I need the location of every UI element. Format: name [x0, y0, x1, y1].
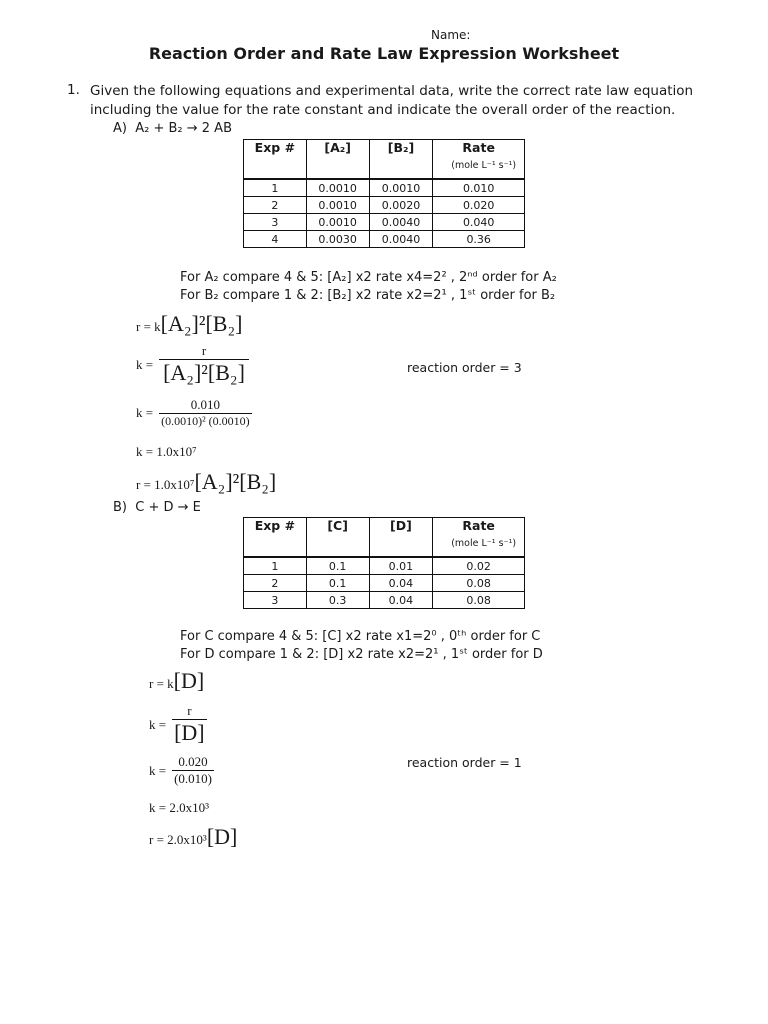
question-text — [90, 82, 730, 120]
part-b-table — [243, 517, 525, 609]
table-row — [244, 575, 525, 592]
table-cell: 0.0030 — [306, 231, 369, 248]
denominator: (0.010) — [174, 771, 213, 786]
rate-unit: (mole L⁻¹ s⁻¹) — [451, 538, 517, 549]
part-b-reaction: C + D → E — [135, 500, 201, 515]
col-header: [B₂] — [369, 140, 433, 180]
table-cell: 0.01 — [369, 557, 433, 575]
eq-lhs: k = — [136, 356, 154, 372]
question-number: 1. — [67, 82, 80, 98]
rate-header-label: Rate — [462, 518, 495, 533]
name-label: Name: — [431, 28, 471, 42]
table-cell: 0.04 — [369, 592, 433, 609]
part-b-k-value: k = 2.0x10³ — [149, 800, 209, 815]
eq-lhs: k = — [149, 762, 167, 778]
table-cell: 0.040 — [433, 214, 525, 231]
part-a-final-rate-law — [136, 469, 276, 495]
eq-lhs: k = — [136, 405, 154, 420]
table-cell: 0.1 — [306, 557, 369, 575]
table-cell: 0.04 — [369, 575, 433, 592]
numerator: r — [201, 343, 207, 358]
eq-lhs: r = k — [149, 676, 174, 691]
part-a-k-formula — [136, 343, 249, 386]
part-a-label: A) — [113, 121, 127, 136]
table-row — [244, 592, 525, 609]
table-cell: 0.1 — [306, 575, 369, 592]
table-cell: 0.08 — [433, 575, 525, 592]
table-row — [244, 179, 525, 197]
table-cell: 0.020 — [433, 197, 525, 214]
table-cell: 3 — [244, 592, 307, 609]
col-header-rate — [433, 140, 525, 180]
eq-rhs: [D] — [173, 668, 205, 693]
part-a-rate-law — [136, 311, 242, 337]
table-cell: 0.0020 — [369, 197, 433, 214]
table-cell: 1 — [244, 179, 307, 197]
table-cell: 2 — [244, 197, 307, 214]
eq-rhs: [A₂]²[B₂] — [194, 469, 277, 494]
table-header-row — [244, 518, 525, 558]
part-b-compare-2: For D compare 1 & 2: [D] x2 rate x2=2¹ , 1ˢᵗ order for D — [180, 647, 543, 662]
fraction — [159, 343, 249, 386]
table-row — [244, 214, 525, 231]
col-header-rate — [433, 518, 525, 558]
col-header: [C] — [306, 518, 369, 558]
table-cell: 2 — [244, 575, 307, 592]
denominator: [D] — [174, 720, 205, 745]
table-cell: 4 — [244, 231, 307, 248]
part-a-compare-2: For B₂ compare 1 & 2: [B₂] x2 rate x2=2¹ , 1ˢᵗ order for B₂ — [180, 288, 556, 303]
part-a-compare-1: For A₂ compare 4 & 5: [A₂] x2 rate x4=2² , 2ⁿᵈ order for A₂ — [180, 270, 557, 285]
numerator: 0.020 — [178, 754, 208, 769]
part-a-heading — [113, 121, 232, 136]
denominator: (0.0010)² (0.0010) — [161, 414, 250, 428]
part-b-k-formula — [149, 703, 207, 746]
table-cell: 0.0040 — [369, 214, 433, 231]
denominator: [A₂]²[B₂] — [159, 359, 249, 386]
question-text-line2: including the value for the rate constant and indicate the overall order of the reaction. — [90, 102, 676, 118]
part-b-reaction-order: reaction order = 1 — [407, 755, 522, 770]
table-cell: 0.010 — [433, 179, 525, 197]
table-row — [244, 197, 525, 214]
part-a-reaction: A₂ + B₂ → 2 AB — [135, 121, 232, 136]
eq-lhs: r = 1.0x10⁷ — [136, 477, 195, 492]
part-a-table — [243, 139, 525, 248]
part-a-k-value: k = 1.0x10⁷ — [136, 444, 197, 459]
table-cell: 0.08 — [433, 592, 525, 609]
eq-rhs: [A₂]²[B₂] — [160, 311, 243, 336]
table-cell: 1 — [244, 557, 307, 575]
eq-rhs: [D] — [206, 824, 238, 849]
part-b-final-rate-law — [149, 824, 237, 850]
eq-lhs: r = k — [136, 319, 161, 334]
fraction — [172, 703, 207, 746]
numerator: 0.010 — [190, 397, 221, 412]
part-b-compare-1: For C compare 4 & 5: [C] x2 rate x1=2⁰ , 0ᵗʰ order for C — [180, 629, 541, 644]
table-cell: 0.3 — [306, 592, 369, 609]
table-row — [244, 231, 525, 248]
col-header: Exp # — [244, 140, 307, 180]
part-b-label: B) — [113, 500, 127, 515]
numerator: r — [187, 703, 192, 718]
table-cell: 3 — [244, 214, 307, 231]
table-row — [244, 557, 525, 575]
part-a-reaction-order: reaction order = 3 — [407, 360, 522, 375]
table-cell: 0.0010 — [369, 179, 433, 197]
page-title: Reaction Order and Rate Law Expression Worksheet — [148, 44, 620, 63]
table-header-row — [244, 140, 525, 180]
col-header: [D] — [369, 518, 433, 558]
eq-lhs: r = 2.0x10³ — [149, 832, 207, 847]
rate-header-label: Rate — [462, 140, 495, 155]
part-b-heading — [113, 500, 201, 515]
table-cell: 0.36 — [433, 231, 525, 248]
eq-lhs: k = — [149, 716, 167, 732]
part-b-k-substitution — [149, 754, 214, 787]
table-cell: 0.0010 — [306, 214, 369, 231]
table-cell: 0.0040 — [369, 231, 433, 248]
rate-unit: (mole L⁻¹ s⁻¹) — [451, 160, 517, 171]
fraction — [172, 754, 214, 787]
col-header: Exp # — [244, 518, 307, 558]
col-header: [A₂] — [306, 140, 369, 180]
table-cell: 0.0010 — [306, 197, 369, 214]
part-a-k-substitution — [136, 397, 252, 429]
question-text-line1: Given the following equations and experimental data, write the correct rate law equation — [90, 83, 694, 99]
table-cell: 0.02 — [433, 557, 525, 575]
fraction — [159, 397, 252, 429]
part-b-rate-law — [149, 668, 204, 694]
table-cell: 0.0010 — [306, 179, 369, 197]
